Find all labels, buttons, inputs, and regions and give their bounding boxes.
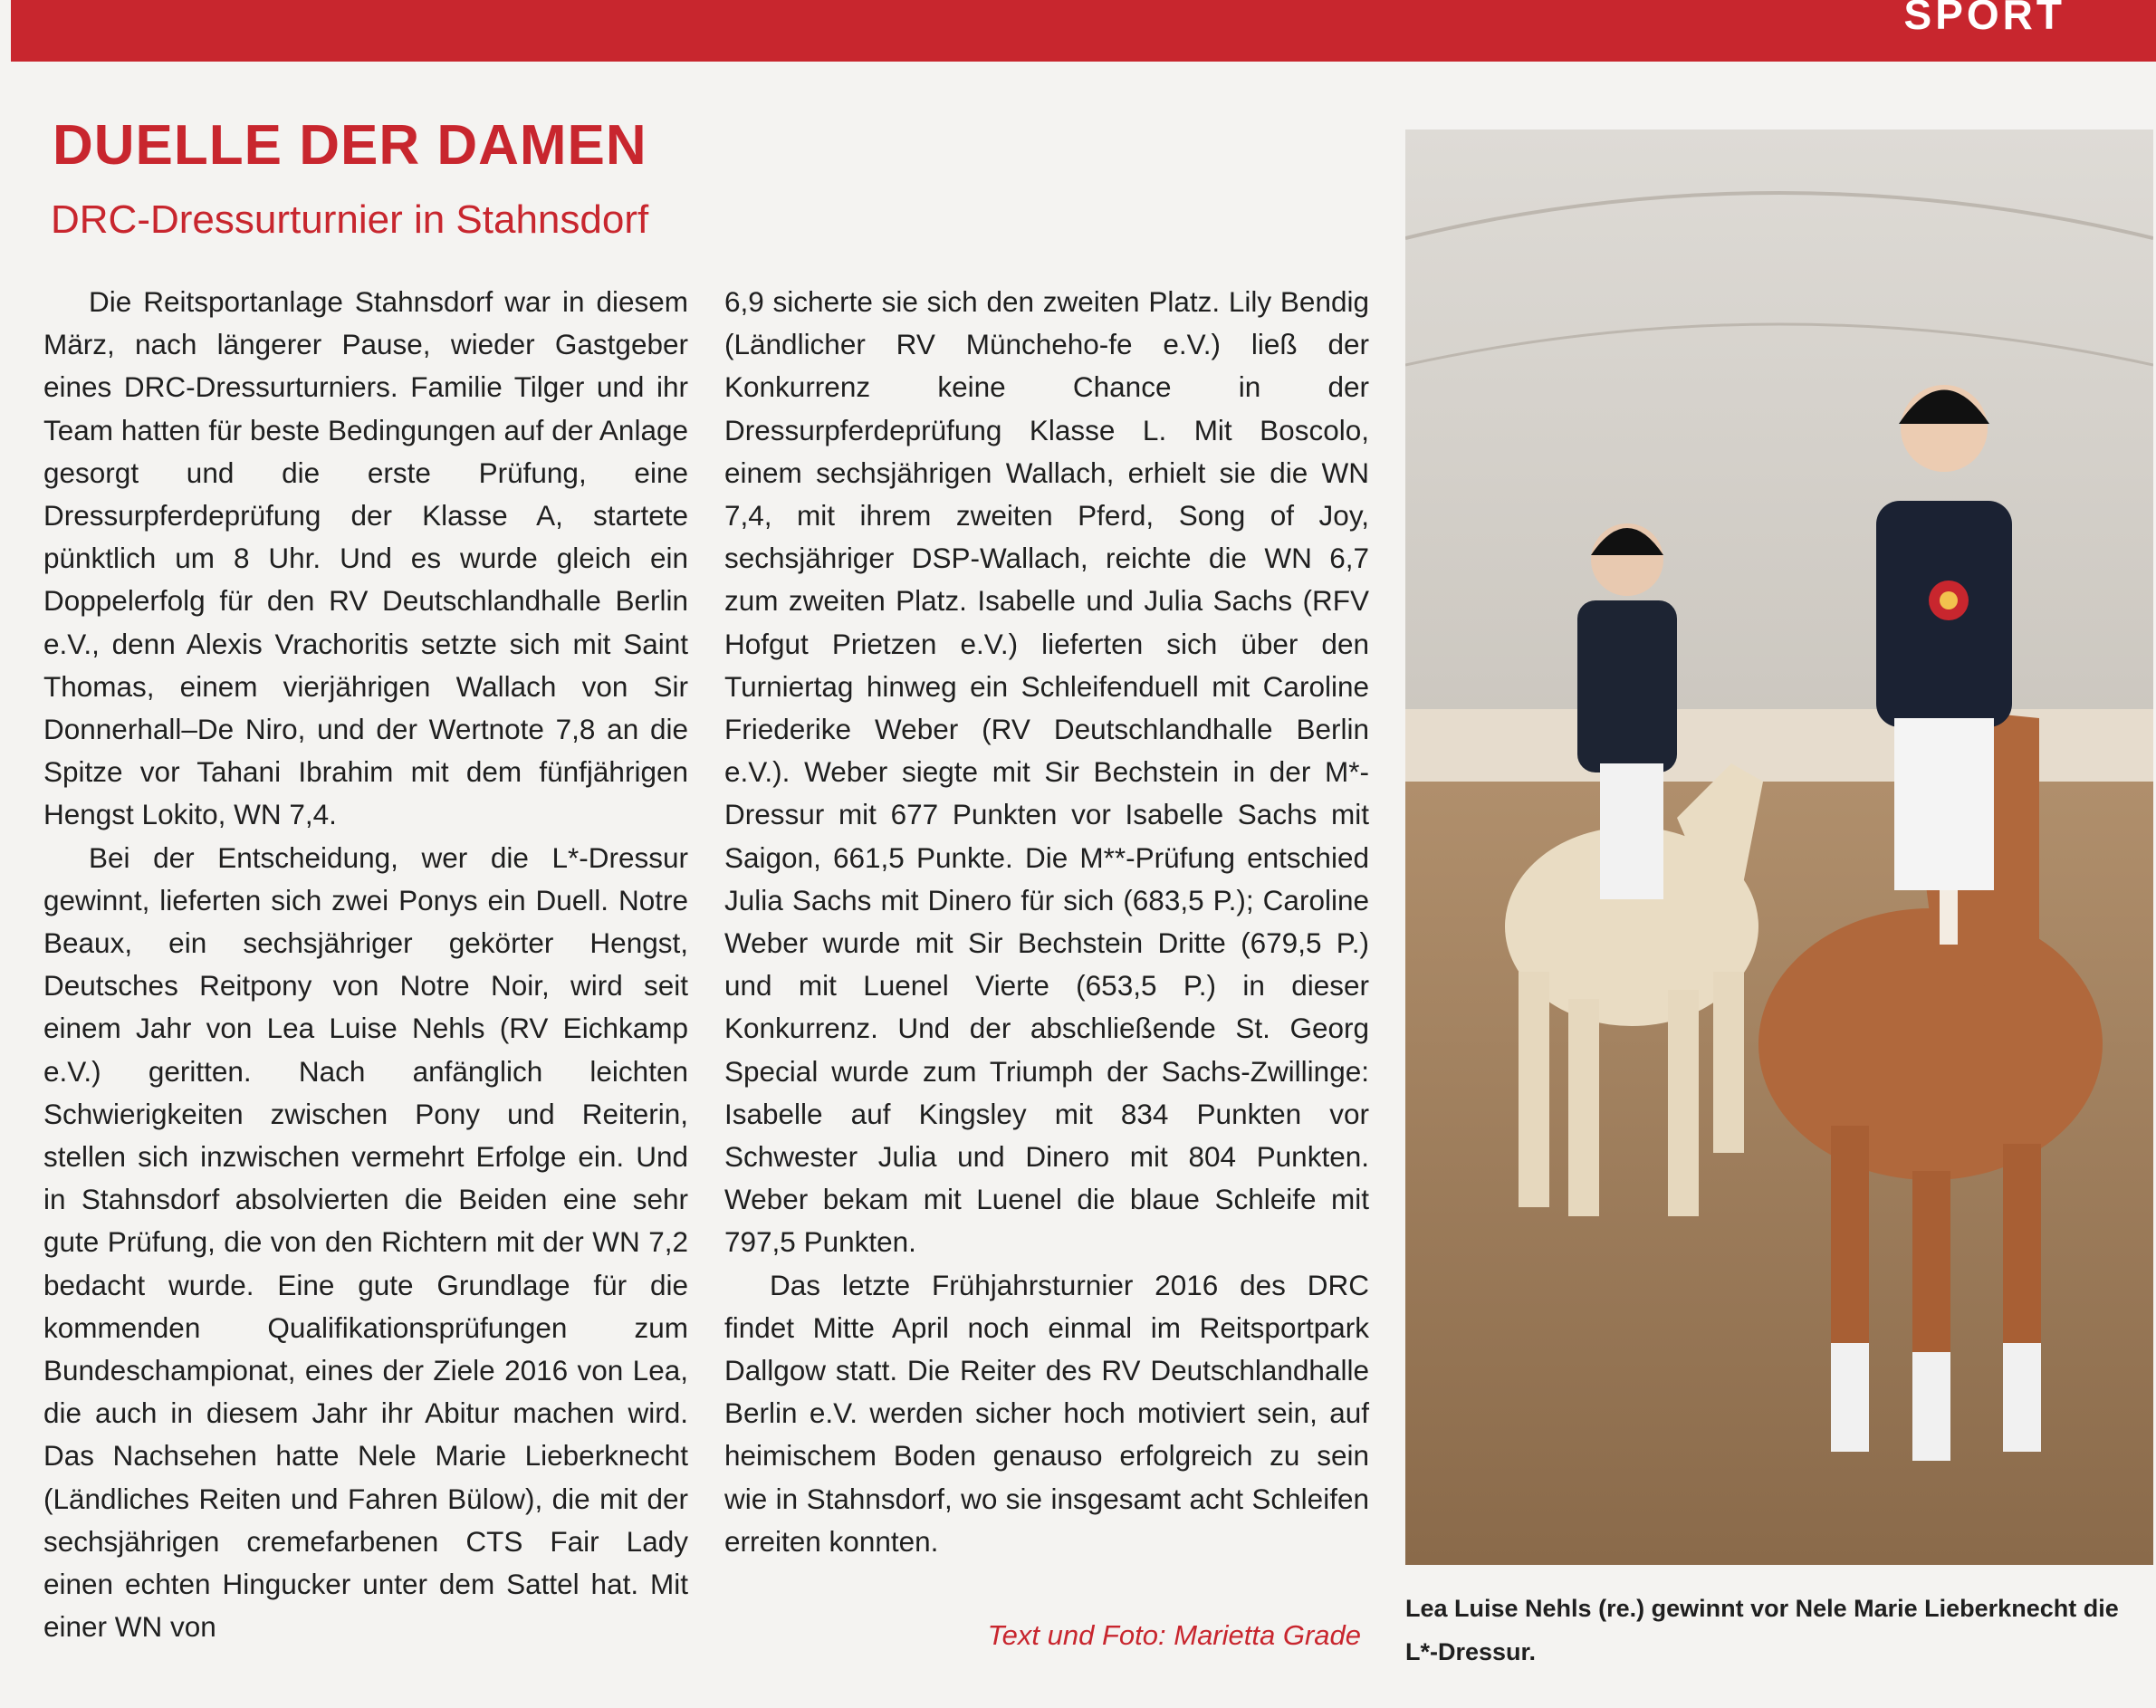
author-credit: Text und Foto: Marietta Grade	[987, 1619, 1361, 1651]
article-subtitle: DRC-Dressurturnier in Stahnsdorf	[51, 197, 649, 242]
dressage-photo-illustration	[1405, 130, 2153, 1565]
text-column-middle	[724, 281, 1369, 1563]
section-header-band	[11, 0, 2156, 62]
paragraph: 6,9 sicherte sie sich den zweiten Platz. Lily Bendig (Ländlicher RV Müncheho-fe e.V.) ließ der Konkurrenz keine Chance in der Dressurpferdeprüfung Klasse L. Mit Boscolo, einem sechsjährigen Wallach, erhielt sie die WN 7,4, mit ihrem zweiten Pferd, Song of Joy, sechsjähriger DSP-Wallach, reichte die WN 6,7 zum zweiten Platz. Isabelle und Julia Sachs (RFV Hofgut Prietzen e.V.) lieferten sich über den Turniertag hinweg ein Schleifenduell mit Caroline Friederike Weber (RV Deutschlandhalle Berlin e.V.). Weber siegte mit Sir Bechstein in der M*-Dressur mit 677 Punkten vor Isabelle Sachs mit Saigon, 661,5 Punkte. Die M**-Prüfung entschied Julia Sachs mit Dinero für sich (683,5 P.); Caroline Weber wurde mit Sir Bechstein Dritte (679,5 P.) und mit Luenel Vierte (653,5 P.) in dieser Konkurrenz. Und der abschließende St. Georg Special wurde zum Triumph der Sachs-Zwillinge: Isabelle auf Kingsley mit 834 Punkten vor Schwester Julia und Dinero mit 804 Punkten. Weber bekam mit Luenel die blaue Schleife mit 797,5 Punkten.	[724, 285, 1369, 1259]
paragraph: Bei der Entscheidung, wer die L*-Dressur gewinnt, lieferten sich zwei Ponys ein Duell. Notre Beaux, ein sechsjähriger gekörter Hengst, Deutsches Reitpony von Notre Noir, wird seit einem Jahr von Lea Luise Nehls (RV Eichkamp e.V.) geritten. Nach anfänglich leichten Schwierigkeiten zwischen Pony und Reiterin, stellen sich inzwischen vermehrt Erfolge ein. Und in Stahnsdorf absolvierten die Beiden eine sehr gute Prüfung, die von den Richtern mit der WN 7,2 bedacht wurde. Eine gute Grundlage für die kommenden Qualifikationsprüfungen zum Bundeschampionat, eines der Ziele 2016 von Lea, die auch in diesem Jahr ihr Abitur machen wird. Das Nachsehen hatte Nele Marie Lieberknecht (Ländliches Reiten und Fahren Bülow), die mit der sechsjährigen cremefarbenen CTS Fair Lady einen echten Hingucker unter dem Sattel hat. Mit einer WN von	[43, 840, 688, 1644]
paragraph: Die Reitsportanlage Stahnsdorf war in diesem März, nach längerer Pause, wieder Gastgeber eines DRC-Dressurturniers. Familie Tilger und ihr Team hatten für beste Bedingungen auf der Anlage gesorgt und die erste Prüfung, eine Dressurpferdeprüfung der Klasse A, startete pünktlich um 8 Uhr. Und es wurde gleich ein Doppelerfolg für den RV Deutschlandhalle Berlin e.V., denn Alexis Vrachoritis setzte sich mit Saint Thomas, einem vierjährigen Wallach von Sir Donnerhall–De Niro, und der Wertnote 7,8 an die Spitze vor Tahani Ibrahim mit dem fünfjährigen Hengst Lokito, WN 7,4.	[43, 285, 688, 831]
text-column-left	[43, 281, 688, 1649]
photo-caption: Lea Luise Nehls (re.) gewinnt vor Nele Marie Lieberknecht die L*-Dressur.	[1405, 1595, 2119, 1665]
paragraph: Das letzte Frühjahrsturnier 2016 des DRC findet Mitte April noch einmal im Reitsportpark Dallgow statt. Die Reiter des RV Deutschlandhalle Berlin e.V. werden sicher hoch motiviert sein, auf heimischem Boden genauso erfolgreich zu sein wie in Stahnsdorf, wo sie insgesamt acht Schleifen erreiten konnten.	[724, 1268, 1369, 1558]
section-label: SPORT	[1903, 0, 2065, 38]
article-title: DUELLE DER DAMEN	[53, 114, 647, 177]
article-photo	[1405, 130, 2153, 1565]
